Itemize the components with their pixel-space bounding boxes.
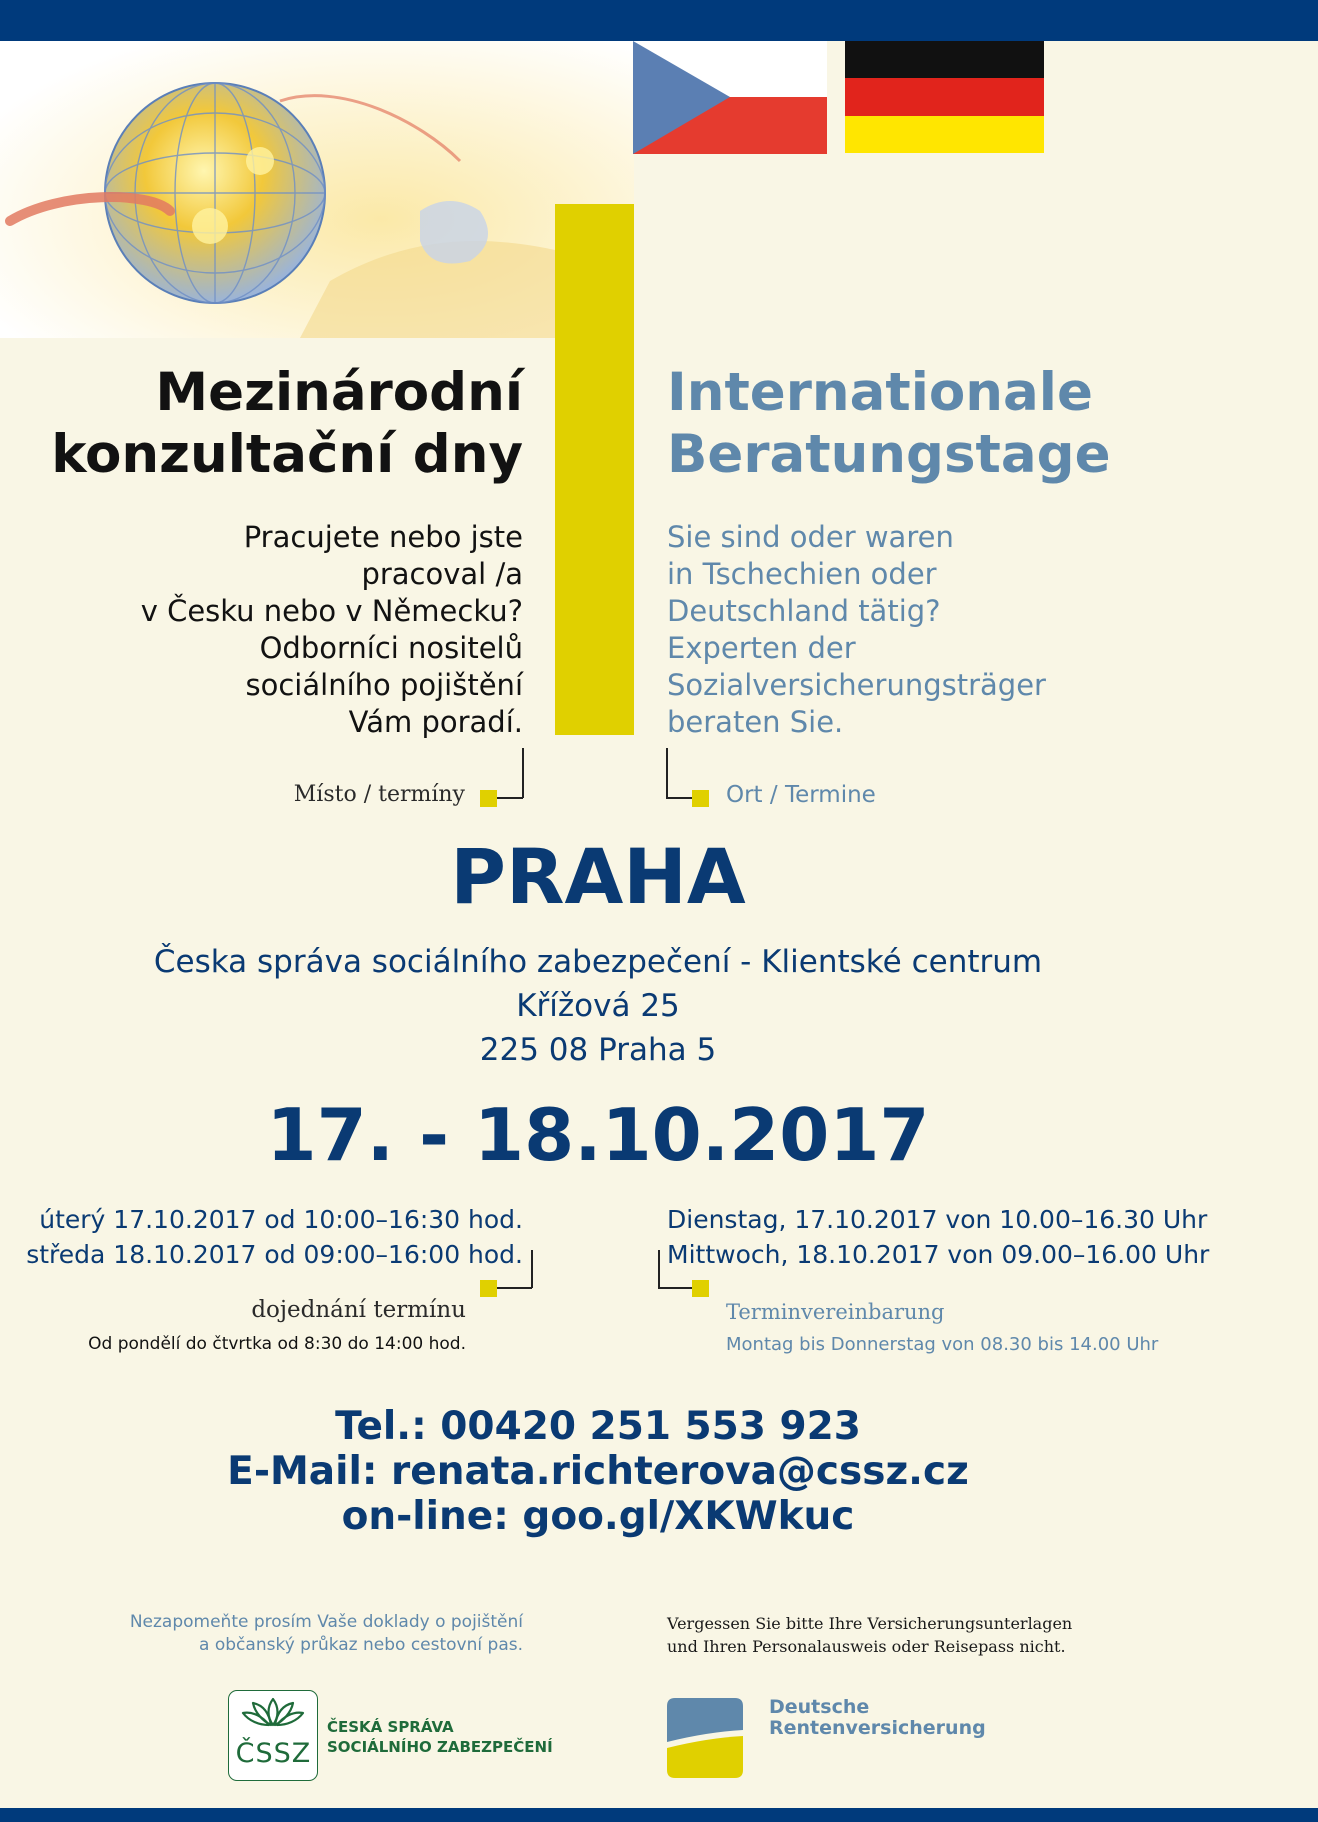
address: Česka správa sociálního zabezpečení - Klientské centrum Křížová 25 225 08 Praha 5 [153, 944, 1043, 1068]
opening-hours-de: Dienstag, 17.10.2017 von 10.00–16.30 Uhr Mittwoch, 18.10.2017 von 09.00–16.00 Uhr [667, 1205, 1210, 1269]
drv-logo [667, 1698, 743, 1782]
appointment-title-cz: dojednání termínu [251, 1297, 466, 1323]
heading-de: Internationale Beratungstage [667, 362, 1111, 485]
yellow-marker [480, 1280, 497, 1297]
intro-cz: Pracujete nebo jste pracoval /a v Česku nebo v Německu? Odborníci nositelů sociálního pojištění Vám poradí. [140, 520, 523, 739]
heading-cz: Mezinárodní konzultační dny [51, 362, 523, 485]
connector-line [495, 797, 523, 799]
connector-line [496, 1287, 532, 1289]
connector-line [658, 1250, 660, 1288]
leaf-icon [229, 1691, 317, 1735]
documents-note-de: Vergessen Sie bitte Ihre Versicherungsunterlagen und Ihren Personalausweis oder Reisepass nicht. [667, 1614, 1073, 1656]
connector-line [666, 748, 668, 798]
bottom-bar [0, 1808, 1318, 1822]
cssz-abbreviation: ČSSZ [235, 1738, 312, 1769]
german-flag [845, 41, 1044, 153]
top-bar [0, 0, 1318, 41]
documents-note-cz: Nezapomeňte prosím Vaše doklady o pojištění a občanský průkaz nebo cestovní pas. [129, 1612, 523, 1655]
czech-flag [633, 41, 827, 154]
connector-line [531, 1250, 533, 1288]
opening-hours-cz: úterý 17.10.2017 od 10:00–16:30 hod. středa 18.10.2017 od 09:00–16:00 hod. [26, 1205, 523, 1269]
intro-de: Sie sind oder waren in Tschechien oder Deutschland tätig? Experten der Sozialversicherungsträger beraten Sie. [667, 520, 1046, 739]
place-label-cz: Místo / termíny [293, 782, 465, 807]
connector-line [666, 797, 694, 799]
appointment-title-de: Terminvereinbarung [726, 1300, 945, 1324]
yellow-marker [692, 790, 709, 807]
appointment-text-de: Montag bis Donnerstag von 08.30 bis 14.00 Uhr [726, 1334, 1159, 1355]
appointment-text-cz: Od pondělí do čtvrtka od 8:30 do 14:00 hod. [88, 1334, 466, 1354]
center-accent-bar [555, 204, 634, 735]
place-label-de: Ort / Termine [726, 782, 876, 808]
yellow-marker [480, 790, 497, 807]
cssz-name: ČESKÁ SPRÁVA SOCIÁLNÍHO ZABEZPEČENÍ [327, 1718, 553, 1756]
connector-line [658, 1287, 694, 1289]
drv-name: Deutsche Rentenversicherung [769, 1696, 986, 1739]
yellow-marker [692, 1280, 709, 1297]
event-dates: 17. - 18.10.2017 [266, 1093, 930, 1177]
city-title: PRAHA [450, 832, 746, 921]
connector-line [522, 748, 524, 798]
contact-info: Tel.: 00420 251 553 923 E-Mail: renata.richterova@cssz.cz on-line: goo.gl/XKWkuc [227, 1404, 969, 1539]
globe-illustration [0, 41, 634, 338]
